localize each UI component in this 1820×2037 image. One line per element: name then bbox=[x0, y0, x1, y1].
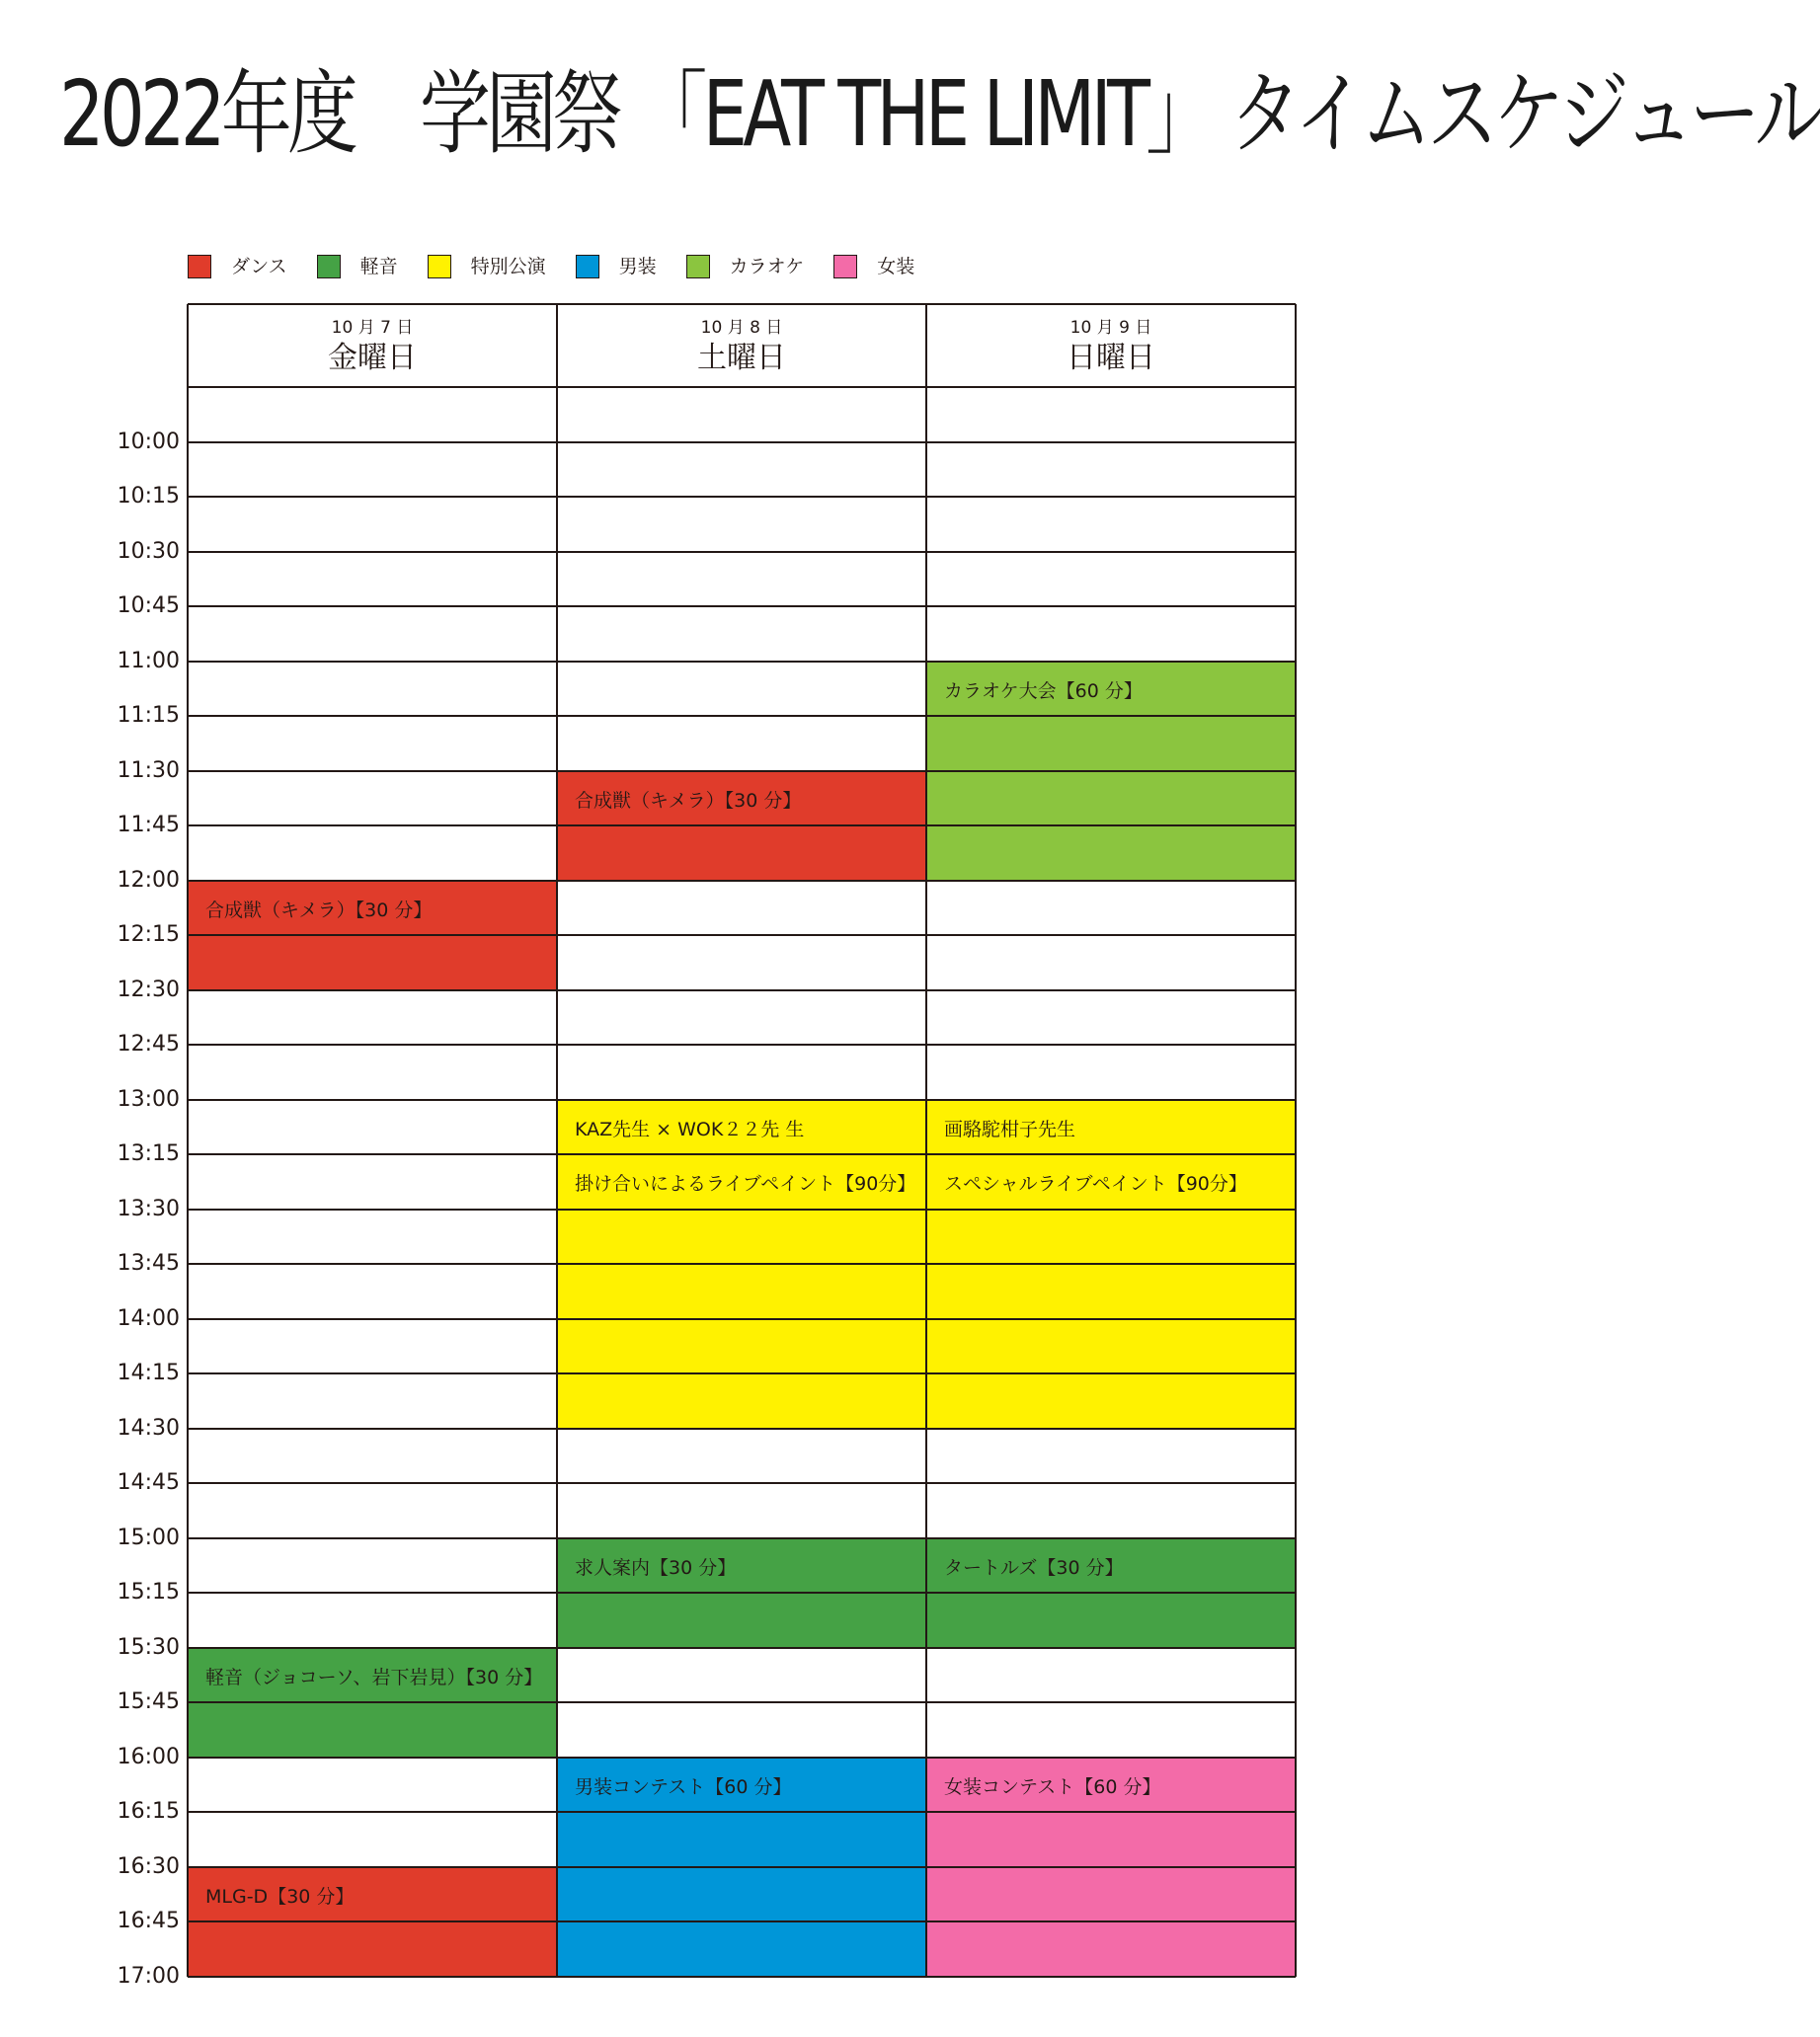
legend-label: 特別公演 bbox=[470, 256, 546, 277]
day-name: 土曜日 bbox=[697, 341, 786, 375]
time-label: 13:45 bbox=[117, 1251, 180, 1276]
event-label: MLG-D【30 分】 bbox=[205, 1885, 355, 1908]
grid-line bbox=[188, 1701, 1296, 1703]
event-label: 男装コンテスト【60 分】 bbox=[575, 1775, 792, 1798]
grid-line bbox=[188, 1482, 1296, 1484]
grid-line bbox=[188, 715, 1296, 717]
time-label: 12:15 bbox=[117, 922, 180, 947]
time-label: 15:30 bbox=[117, 1634, 180, 1660]
event-label: カラオケ大会【60 分】 bbox=[944, 679, 1143, 702]
time-label: 15:15 bbox=[117, 1580, 180, 1605]
event-label: KAZ先生 × WOK２２先 生 bbox=[575, 1118, 805, 1140]
page-title: 2022年度 学園祭 「EAT THE LIMIT」 タイムスケジュール bbox=[59, 61, 1820, 167]
legend-label: 男装 bbox=[618, 256, 657, 277]
grid-line bbox=[188, 1866, 1296, 1868]
time-label: 13:00 bbox=[117, 1086, 180, 1112]
event-label: 合成獣（キメラ）【30 分】 bbox=[575, 789, 802, 812]
grid-line bbox=[188, 1428, 1296, 1430]
legend-label: カラオケ bbox=[729, 256, 805, 277]
grid-line bbox=[188, 824, 1296, 826]
grid-line bbox=[188, 661, 1296, 663]
grid-column-line bbox=[925, 304, 927, 1977]
grid-line bbox=[188, 1209, 1296, 1211]
legend-swatch bbox=[188, 255, 211, 278]
legend bbox=[188, 253, 944, 280]
grid-line bbox=[188, 1757, 1296, 1759]
grid-line bbox=[188, 770, 1296, 772]
time-label: 11:15 bbox=[117, 703, 180, 728]
time-label: 15:45 bbox=[117, 1689, 180, 1714]
day-header bbox=[926, 304, 1296, 387]
legend-label: ダンス bbox=[231, 256, 287, 277]
legend-swatch bbox=[576, 255, 599, 278]
event-label: 掛け合いによるライブペイント【90分】 bbox=[575, 1172, 916, 1195]
event-label: 求人案内【30 分】 bbox=[575, 1556, 737, 1579]
day-name: 金曜日 bbox=[328, 341, 417, 375]
grid-line bbox=[188, 303, 1296, 305]
legend-item bbox=[576, 253, 657, 280]
grid-line bbox=[188, 989, 1296, 991]
grid-line bbox=[188, 386, 1296, 388]
time-label: 14:15 bbox=[117, 1361, 180, 1385]
legend-label: 女装 bbox=[877, 256, 915, 277]
grid-line bbox=[188, 1537, 1296, 1539]
grid-line bbox=[188, 1372, 1296, 1374]
time-label: 16:00 bbox=[117, 1744, 180, 1769]
legend-swatch bbox=[833, 255, 857, 278]
time-label: 14:30 bbox=[117, 1415, 180, 1441]
grid-column-line bbox=[1295, 304, 1297, 1977]
time-label: 11:30 bbox=[117, 757, 180, 783]
grid-line bbox=[188, 1263, 1296, 1265]
time-label: 15:00 bbox=[117, 1525, 180, 1550]
legend-item bbox=[428, 253, 546, 280]
legend-item bbox=[317, 253, 398, 280]
grid-line bbox=[188, 1976, 1296, 1978]
grid-line bbox=[188, 605, 1296, 607]
time-label: 16:15 bbox=[117, 1799, 180, 1824]
event-label: 女装コンテスト【60 分】 bbox=[944, 1775, 1161, 1798]
grid-line bbox=[188, 441, 1296, 443]
time-label: 10:00 bbox=[117, 429, 180, 454]
day-header bbox=[188, 304, 557, 387]
day-header bbox=[557, 304, 926, 387]
time-label: 14:45 bbox=[117, 1470, 180, 1495]
grid-column-line bbox=[556, 304, 558, 1977]
time-label: 11:00 bbox=[117, 648, 180, 673]
time-label: 11:45 bbox=[117, 813, 180, 837]
schedule-grid bbox=[188, 304, 1296, 1975]
time-label: 17:00 bbox=[117, 1963, 180, 1989]
grid-line bbox=[188, 1318, 1296, 1320]
grid-line bbox=[188, 1592, 1296, 1594]
legend-label: 軽音 bbox=[359, 256, 398, 277]
day-date: 10 月 7 日 bbox=[331, 318, 414, 338]
time-label: 16:45 bbox=[117, 1909, 180, 1933]
legend-swatch bbox=[317, 255, 341, 278]
grid-line bbox=[188, 880, 1296, 882]
grid-line bbox=[188, 551, 1296, 553]
event-label: 画駱駝柑子先生 bbox=[944, 1118, 1076, 1140]
legend-swatch bbox=[686, 255, 710, 278]
time-label: 10:45 bbox=[117, 593, 180, 618]
time-label: 10:15 bbox=[117, 484, 180, 509]
legend-swatch bbox=[428, 255, 451, 278]
grid-line bbox=[188, 496, 1296, 498]
grid-line bbox=[188, 1920, 1296, 1922]
time-label: 12:45 bbox=[117, 1032, 180, 1057]
event-label: スペシャルライブペイント【90分】 bbox=[944, 1172, 1247, 1195]
grid-line bbox=[188, 1099, 1296, 1101]
time-label: 16:30 bbox=[117, 1853, 180, 1879]
grid-line bbox=[188, 1153, 1296, 1155]
time-label: 13:30 bbox=[117, 1196, 180, 1221]
day-name: 日曜日 bbox=[1067, 341, 1155, 375]
day-date: 10 月 9 日 bbox=[1069, 318, 1152, 338]
legend-item bbox=[188, 253, 287, 280]
grid-line bbox=[188, 1044, 1296, 1046]
time-label: 13:15 bbox=[117, 1141, 180, 1166]
event-label: 軽音（ジョコーソ、岩下岩見）【30 分】 bbox=[205, 1666, 543, 1688]
grid-line bbox=[188, 1811, 1296, 1813]
grid-line bbox=[188, 1647, 1296, 1649]
event-label: 合成獣（キメラ）【30 分】 bbox=[205, 899, 433, 921]
time-label: 12:30 bbox=[117, 977, 180, 1002]
event-label: タートルズ【30 分】 bbox=[944, 1556, 1124, 1579]
time-label: 12:00 bbox=[117, 867, 180, 893]
time-label: 14:00 bbox=[117, 1305, 180, 1331]
grid-line bbox=[188, 934, 1296, 936]
legend-item bbox=[833, 253, 914, 280]
day-date: 10 月 8 日 bbox=[700, 318, 783, 338]
time-label: 10:30 bbox=[117, 538, 180, 564]
grid-column-line bbox=[187, 304, 189, 1977]
legend-item bbox=[686, 253, 805, 280]
